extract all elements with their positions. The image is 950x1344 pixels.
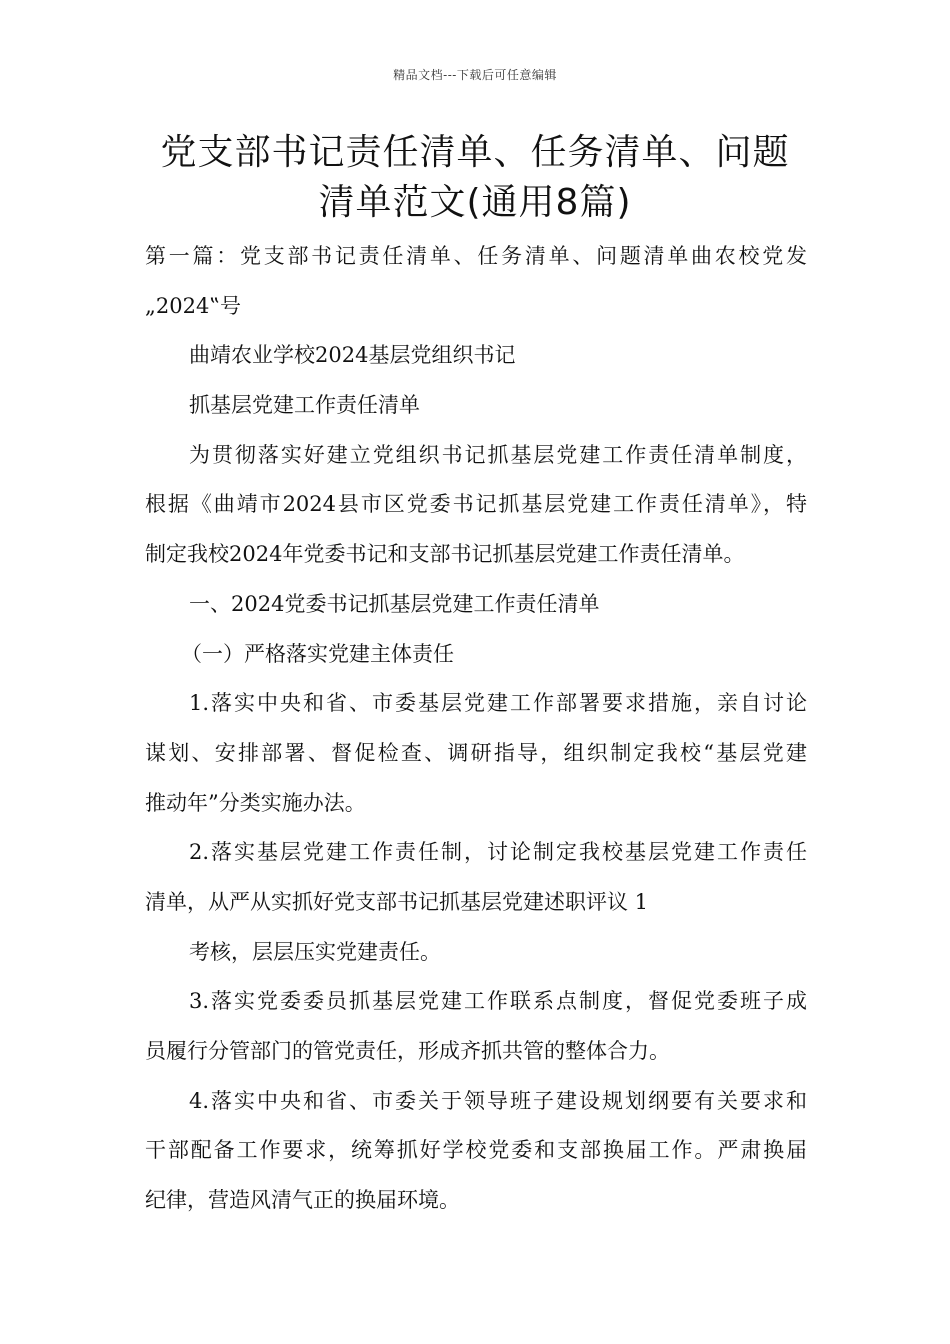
text-line: 制定我校2024年党委书记和支部书记抓基层党建工作责任清单。 (145, 542, 745, 567)
title-line-2: 清单范文(通用8篇) (318, 182, 632, 223)
text-line-doc-number: „2024‟号 (145, 293, 242, 318)
title-line-1: 党支部书记责任清单、任务清单、问题 (160, 132, 790, 173)
text-line: 根据《曲靖市2024县市区党委书记抓基层党建工作责任清单》，特 (145, 492, 807, 517)
text-line: 1.落实中央和省、市委基层党建工作部署要求措施，亲自讨论 (189, 691, 807, 716)
text-line: 3.落实党委委员抓基层党建工作联系点制度，督促党委班子成 (189, 989, 807, 1014)
text-line: 4.落实中央和省、市委关于领导班子建设规划纲要有关要求和 (189, 1088, 807, 1113)
text-line-subtitle-2: 抓基层党建工作责任清单 (189, 393, 420, 418)
document-title (140, 128, 810, 228)
text-line-section-heading: 第一篇：党支部书记责任清单、任务清单、问题清单曲农校党发 (145, 244, 807, 268)
text-line: 为贯彻落实好建立党组织书记抓基层党建工作责任清单制度， (189, 442, 807, 467)
text-line-heading-1: 一、2024党委书记抓基层党建工作责任清单 (189, 591, 600, 616)
text-line: 清单，从严从实抓好党支部书记抓基层党建述职评议 1 (145, 889, 649, 914)
document-body (145, 232, 807, 1226)
text-line: 谋划、安排部署、督促检查、调研指导，组织制定我校“基层党建 (145, 740, 807, 765)
text-line: 推动年”分类实施办法。 (145, 790, 366, 815)
text-line-heading-2: （一）严格落实党建主体责任 (181, 641, 454, 666)
header-note: 精品文档---下载后可任意编辑 (393, 68, 557, 82)
text-line: 员履行分管部门的管党责任，形成齐抓共管的整体合力。 (145, 1039, 670, 1063)
text-line: 考核，层层压实党建责任。 (189, 939, 441, 964)
text-line: 2.落实基层党建工作责任制，讨论制定我校基层党建工作责任 (189, 840, 807, 865)
text-line: 干部配备工作要求，统筹抓好学校党委和支部换届工作。严肃换届 (145, 1138, 807, 1163)
text-line: 纪律，营造风清气正的换届环境。 (145, 1188, 460, 1213)
text-line-subtitle-1: 曲靖农业学校2024基层党组织书记 (189, 343, 516, 368)
